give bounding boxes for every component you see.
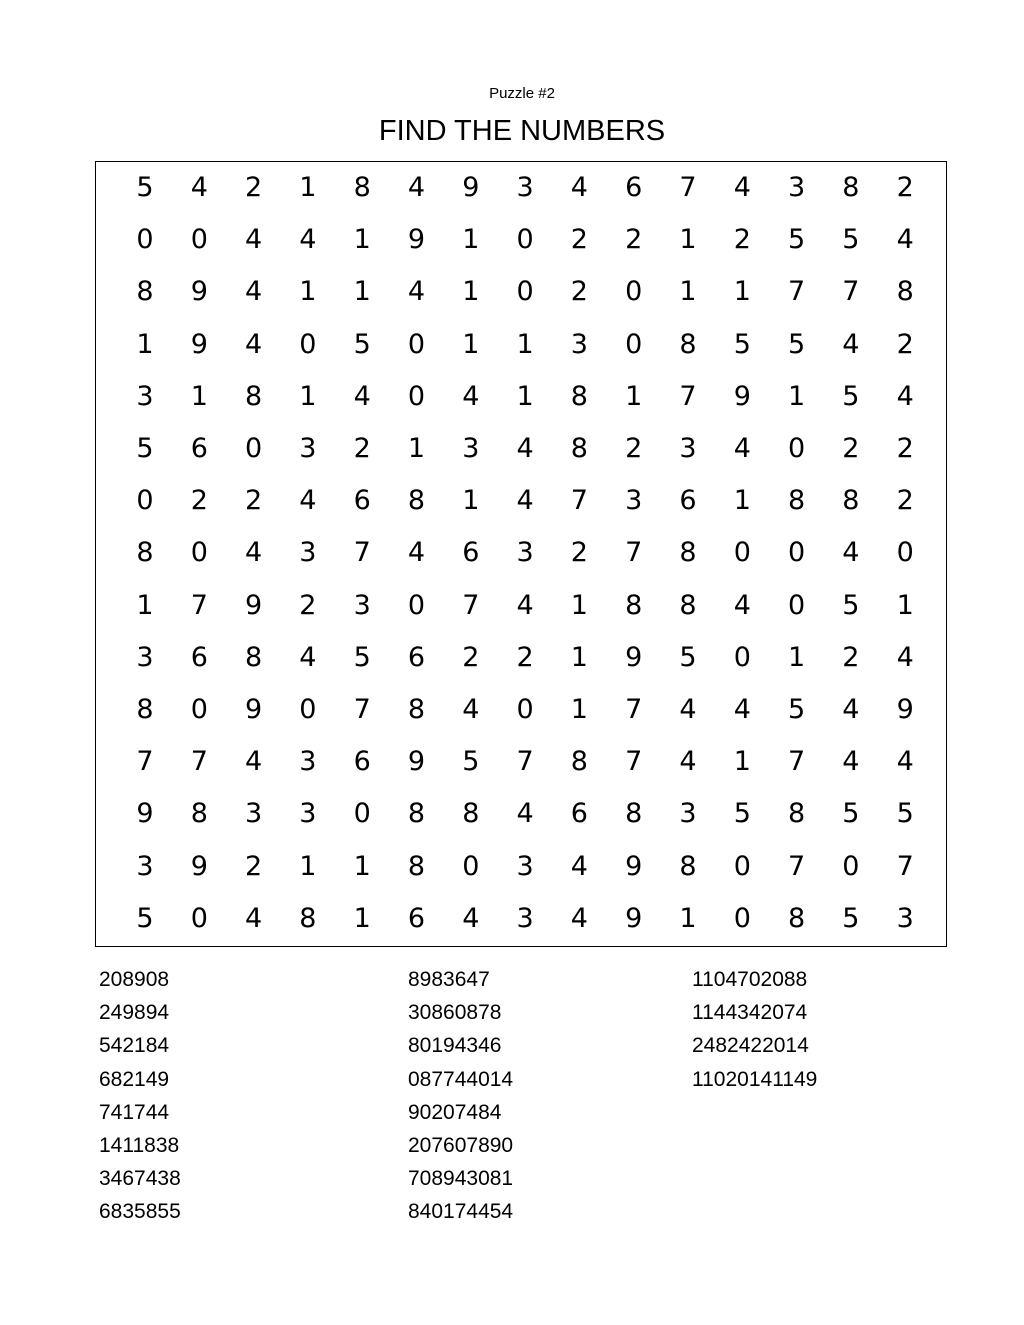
grid-cell: 4 [896, 224, 914, 256]
word-list-item: 249894 [99, 1001, 170, 1025]
grid-cell: 0 [190, 694, 208, 725]
grid-cell: 7 [788, 746, 806, 778]
grid-cell: 2 [896, 172, 914, 203]
grid-row [96, 841, 946, 893]
grid-cell: 0 [407, 589, 426, 621]
grid-cell: 0 [788, 537, 806, 569]
grid-cell: 2 [625, 224, 643, 256]
grid-cell: 4 [407, 537, 426, 569]
grid-cell: 2 [896, 485, 914, 517]
grid-cell: 0 [245, 433, 263, 464]
grid-cell: 2 [733, 224, 751, 256]
grid-cell: 2 [570, 276, 588, 308]
grid-cell: 2 [842, 433, 860, 464]
grid-cell: 1 [136, 589, 154, 621]
grid-cell: 8 [570, 746, 588, 778]
grid-cell: 6 [462, 537, 480, 569]
grid-cell: 2 [842, 641, 860, 673]
grid-cell: 1 [570, 589, 588, 621]
grid-cell: 9 [190, 276, 208, 308]
grid-cell: 9 [407, 746, 426, 778]
grid-cell: 1 [733, 746, 751, 778]
grid-cell: 0 [733, 902, 751, 934]
grid-cell: 8 [570, 433, 588, 464]
grid-cell: 6 [407, 902, 426, 934]
grid-cell: 6 [407, 641, 426, 673]
grid-cell: 3 [299, 746, 317, 778]
grid-cell: 3 [516, 537, 534, 569]
grid-cell: 4 [299, 641, 317, 673]
grid-cell: 4 [245, 537, 263, 569]
grid-cell: 1 [353, 224, 371, 256]
grid-cell: 2 [190, 485, 208, 517]
grid-cell: 5 [788, 694, 806, 725]
grid-cell: 4 [516, 485, 534, 517]
grid-cell: 1 [353, 276, 371, 308]
grid-cell: 0 [299, 328, 317, 360]
grid-cell: 7 [353, 537, 371, 569]
word-list-item: 1144342074 [692, 1001, 808, 1025]
grid-cell: 6 [353, 485, 371, 517]
grid-row [96, 423, 946, 475]
grid-cell: 5 [842, 380, 860, 412]
grid-cell: 5 [788, 328, 806, 360]
grid-cell: 5 [733, 798, 751, 830]
grid-row [96, 893, 946, 945]
grid-cell: 1 [353, 850, 371, 882]
grid-cell: 3 [679, 798, 697, 830]
grid-cell: 1 [462, 485, 480, 517]
grid-cell: 4 [679, 746, 697, 778]
grid-cell: 4 [407, 172, 426, 203]
grid-cell: 1 [353, 902, 371, 934]
grid-cell: 1 [788, 380, 806, 412]
word-list-item: 30860878 [408, 1001, 502, 1025]
grid-cell: 8 [570, 380, 588, 412]
grid-row [96, 788, 946, 840]
grid-cell: 5 [842, 224, 860, 256]
grid-cell: 0 [842, 850, 860, 882]
grid-cell: 0 [190, 537, 208, 569]
grid-cell: 6 [190, 641, 208, 673]
grid-cell: 0 [733, 641, 751, 673]
grid-cell: 7 [679, 172, 697, 203]
grid-cell: 1 [733, 485, 751, 517]
grid-cell: 6 [679, 485, 697, 517]
grid-cell: 8 [788, 485, 806, 517]
grid-cell: 6 [190, 433, 208, 464]
grid-cell: 8 [136, 694, 154, 725]
grid-cell: 0 [896, 537, 914, 569]
grid-cell: 7 [625, 694, 643, 725]
grid-cell: 2 [625, 433, 643, 464]
grid-cell: 4 [896, 746, 914, 778]
grid-cell: 2 [570, 537, 588, 569]
grid-cell: 8 [407, 485, 426, 517]
word-list-item: 1104702088 [692, 968, 808, 991]
grid-cell: 4 [516, 798, 534, 830]
grid-cell: 0 [353, 798, 371, 830]
grid-cell: 8 [190, 798, 208, 830]
grid-cell: 5 [842, 902, 860, 934]
grid-cell: 3 [896, 902, 914, 934]
grid-cell: 4 [570, 850, 588, 882]
grid-cell: 2 [516, 641, 534, 673]
grid-cell: 2 [896, 328, 914, 360]
grid-cell: 1 [299, 380, 317, 412]
grid-cell: 3 [245, 798, 263, 830]
grid-cell: 0 [625, 276, 643, 308]
grid-row [96, 475, 946, 527]
grid-cell: 3 [136, 380, 154, 412]
grid-cell: 2 [245, 850, 263, 882]
grid-cell: 2 [896, 433, 914, 464]
grid-cell: 9 [190, 328, 208, 360]
word-list-item: 542184 [99, 1034, 170, 1058]
grid-cell: 3 [788, 172, 806, 203]
grid-cell: 4 [733, 172, 751, 203]
grid-row [96, 736, 946, 788]
grid-cell: 8 [136, 537, 154, 569]
grid-cell: 4 [842, 328, 860, 360]
grid-cell: 5 [679, 641, 697, 673]
grid-cell: 9 [625, 902, 643, 934]
grid-cell: 4 [299, 485, 317, 517]
word-list-item: 708943081 [408, 1167, 514, 1191]
grid-row [96, 580, 946, 632]
grid-cell: 1 [570, 641, 588, 673]
grid-row [96, 632, 946, 684]
word-list-item: 2482422014 [692, 1034, 809, 1058]
grid-cell: 4 [733, 433, 751, 464]
grid-cell: 4 [245, 746, 263, 778]
grid-cell: 5 [353, 641, 371, 673]
grid-row [96, 371, 946, 423]
grid-cell: 3 [136, 641, 154, 673]
grid-cell: 2 [245, 485, 263, 517]
grid-cell: 0 [788, 433, 806, 464]
grid-cell: 0 [190, 902, 208, 934]
grid-cell: 9 [245, 589, 263, 621]
grid-cell: 4 [516, 589, 534, 621]
grid-cell: 1 [462, 328, 480, 360]
grid-cell: 1 [136, 328, 154, 360]
grid-cell: 1 [679, 224, 697, 256]
grid-cell: 3 [299, 433, 317, 464]
grid-cell: 4 [245, 276, 263, 308]
grid-cell: 4 [842, 746, 860, 778]
word-list-item: 682149 [99, 1067, 170, 1091]
grid-cell: 0 [407, 328, 426, 360]
word-list-item: 741744 [99, 1100, 170, 1124]
grid-row [96, 527, 946, 579]
grid-cell: 1 [299, 172, 317, 203]
grid-cell: 8 [245, 641, 263, 673]
grid-cell: 4 [462, 902, 480, 934]
grid-cell: 9 [896, 694, 914, 725]
grid-cell: 8 [407, 694, 426, 725]
grid-cell: 7 [679, 380, 697, 412]
grid-cell: 8 [788, 902, 806, 934]
grid-cell: 4 [462, 694, 480, 725]
word-list-item: 11020141149 [692, 1067, 818, 1091]
grid-cell: 7 [896, 850, 914, 882]
word-list-item: 207607890 [408, 1133, 514, 1157]
word-list-item: 6835855 [99, 1200, 181, 1224]
grid-cell: 4 [733, 694, 751, 725]
grid-cell: 1 [516, 380, 534, 412]
grid-cell: 9 [407, 224, 426, 256]
grid-cell: 7 [462, 589, 480, 621]
grid-cell: 4 [896, 380, 914, 412]
grid-row [96, 684, 946, 736]
grid-row [96, 319, 946, 371]
word-list-item: 8983647 [408, 968, 490, 991]
grid-cell: 5 [788, 224, 806, 256]
grid-cell: 4 [353, 380, 371, 412]
grid-cell: 2 [570, 224, 588, 256]
grid-cell: 1 [516, 328, 534, 360]
grid-cell: 4 [462, 380, 480, 412]
grid-cell: 9 [136, 798, 154, 830]
grid-row [96, 266, 946, 318]
grid-cell: 0 [733, 850, 751, 882]
grid-cell: 8 [625, 589, 643, 621]
grid-cell: 8 [462, 798, 480, 830]
grid-cell: 1 [299, 850, 317, 882]
grid-cell: 8 [679, 328, 697, 360]
grid-cell: 5 [896, 798, 914, 830]
grid-cell: 1 [733, 276, 751, 308]
grid-cell: 0 [733, 537, 751, 569]
grid-cell: 8 [679, 850, 697, 882]
grid-cell: 0 [190, 224, 208, 256]
grid-cell: 5 [136, 172, 154, 203]
grid-cell: 8 [679, 589, 697, 621]
grid-cell: 4 [299, 224, 317, 256]
grid-cell: 4 [407, 276, 426, 308]
grid-cell: 4 [896, 641, 914, 673]
grid-cell: 8 [842, 172, 860, 203]
grid-cell: 4 [842, 694, 860, 725]
grid-cell: 8 [136, 276, 154, 308]
grid-cell: 5 [353, 328, 371, 360]
grid-cell: 5 [136, 433, 154, 464]
grid-cell: 0 [136, 485, 154, 517]
grid-cell: 0 [462, 850, 480, 882]
grid-cell: 7 [788, 850, 806, 882]
grid-cell: 8 [896, 276, 914, 308]
grid-cell: 7 [842, 276, 860, 308]
grid-cell: 5 [136, 902, 154, 934]
grid-cell: 7 [788, 276, 806, 308]
grid-cell: 8 [625, 798, 643, 830]
grid-cell: 5 [842, 589, 860, 621]
grid-cell: 8 [679, 537, 697, 569]
grid-cell: 4 [190, 172, 208, 203]
grid-cell: 3 [462, 433, 480, 464]
grid-cell: 0 [788, 589, 806, 621]
grid-cell: 5 [842, 798, 860, 830]
grid-cell: 1 [679, 276, 697, 308]
grid-cell: 2 [353, 433, 371, 464]
grid-cell: 0 [625, 328, 643, 360]
grid-cell: 9 [625, 641, 643, 673]
grid-cell: 8 [353, 172, 371, 203]
grid-cell: 7 [625, 537, 643, 569]
grid-cell: 1 [462, 276, 480, 308]
grid-cell: 7 [190, 589, 208, 621]
puzzle-title: FIND THE NUMBERS [378, 115, 666, 147]
grid-cell: 8 [407, 798, 426, 830]
grid-cell: 7 [190, 746, 208, 778]
grid-cell: 8 [299, 902, 317, 934]
grid-cell: 0 [516, 224, 534, 256]
grid-cell: 8 [842, 485, 860, 517]
grid-cell: 2 [245, 172, 263, 203]
grid-cell: 6 [353, 746, 371, 778]
word-list-column-3 [692, 963, 817, 1096]
grid-cell: 7 [625, 746, 643, 778]
grid-cell: 4 [245, 224, 263, 256]
grid-cell: 1 [462, 224, 480, 256]
grid-cell: 5 [462, 746, 480, 778]
grid-cell: 6 [570, 798, 588, 830]
grid-cell: 9 [462, 172, 480, 203]
grid-row [96, 214, 946, 266]
grid-cell: 0 [516, 694, 534, 725]
grid-cell: 2 [299, 589, 317, 621]
grid-cell: 9 [625, 850, 643, 882]
grid-cell: 7 [136, 746, 154, 778]
grid-cell: 1 [407, 433, 426, 464]
grid-cell: 4 [570, 172, 588, 203]
grid-cell: 4 [733, 589, 751, 621]
grid-cell: 3 [136, 850, 154, 882]
grid-cell: 4 [516, 433, 534, 464]
puzzle-number: Puzzle #2 [489, 85, 555, 102]
grid-cell: 1 [788, 641, 806, 673]
grid-cell: 1 [299, 276, 317, 308]
grid-cell: 4 [570, 902, 588, 934]
word-list-column-2 [408, 963, 513, 1229]
grid-cell: 0 [136, 224, 154, 256]
grid-cell: 3 [625, 485, 643, 517]
word-list-item: 1411838 [99, 1133, 180, 1157]
word-list-item: 087744014 [408, 1067, 514, 1091]
word-list-item: 90207484 [408, 1100, 502, 1124]
grid-cell: 9 [733, 380, 751, 412]
grid-cell: 3 [299, 798, 317, 830]
grid-cell: 3 [299, 537, 317, 569]
grid-cell: 8 [407, 850, 426, 882]
grid-cell: 3 [353, 589, 371, 621]
grid-cell: 9 [245, 694, 263, 725]
word-list-item: 3467438 [99, 1167, 181, 1191]
grid-cell: 3 [516, 172, 534, 203]
grid-cell: 9 [190, 850, 208, 882]
grid-cell: 1 [625, 380, 643, 412]
grid-cell: 6 [625, 172, 643, 203]
grid-cell: 5 [733, 328, 751, 360]
grid-row [96, 162, 946, 214]
word-list-column-1 [99, 963, 181, 1229]
grid-cell: 7 [570, 485, 588, 517]
word-list-item: 208908 [99, 968, 170, 991]
grid-cell: 8 [788, 798, 806, 830]
grid-cell: 4 [679, 694, 697, 725]
grid-cell: 4 [245, 328, 263, 360]
grid-cell: 0 [299, 694, 317, 725]
grid-cell: 0 [407, 380, 426, 412]
grid-cell: 7 [353, 694, 371, 725]
grid-cell: 7 [516, 746, 534, 778]
grid-cell: 1 [896, 589, 914, 621]
grid-cell: 0 [516, 276, 534, 308]
grid-cell: 4 [245, 902, 263, 934]
grid-cell: 2 [462, 641, 480, 673]
grid-cell: 3 [516, 850, 534, 882]
word-list-item: 80194346 [408, 1034, 502, 1058]
grid-cell: 3 [679, 433, 697, 464]
letter-grid [95, 161, 947, 947]
grid-cell: 1 [190, 380, 208, 412]
grid-cell: 3 [516, 902, 534, 934]
grid-cell: 1 [679, 902, 697, 934]
word-list-item: 840174454 [408, 1200, 514, 1224]
grid-cell: 4 [842, 537, 860, 569]
grid-cell: 3 [570, 328, 588, 360]
grid-cell: 1 [570, 694, 588, 725]
grid-cell: 8 [245, 380, 263, 412]
